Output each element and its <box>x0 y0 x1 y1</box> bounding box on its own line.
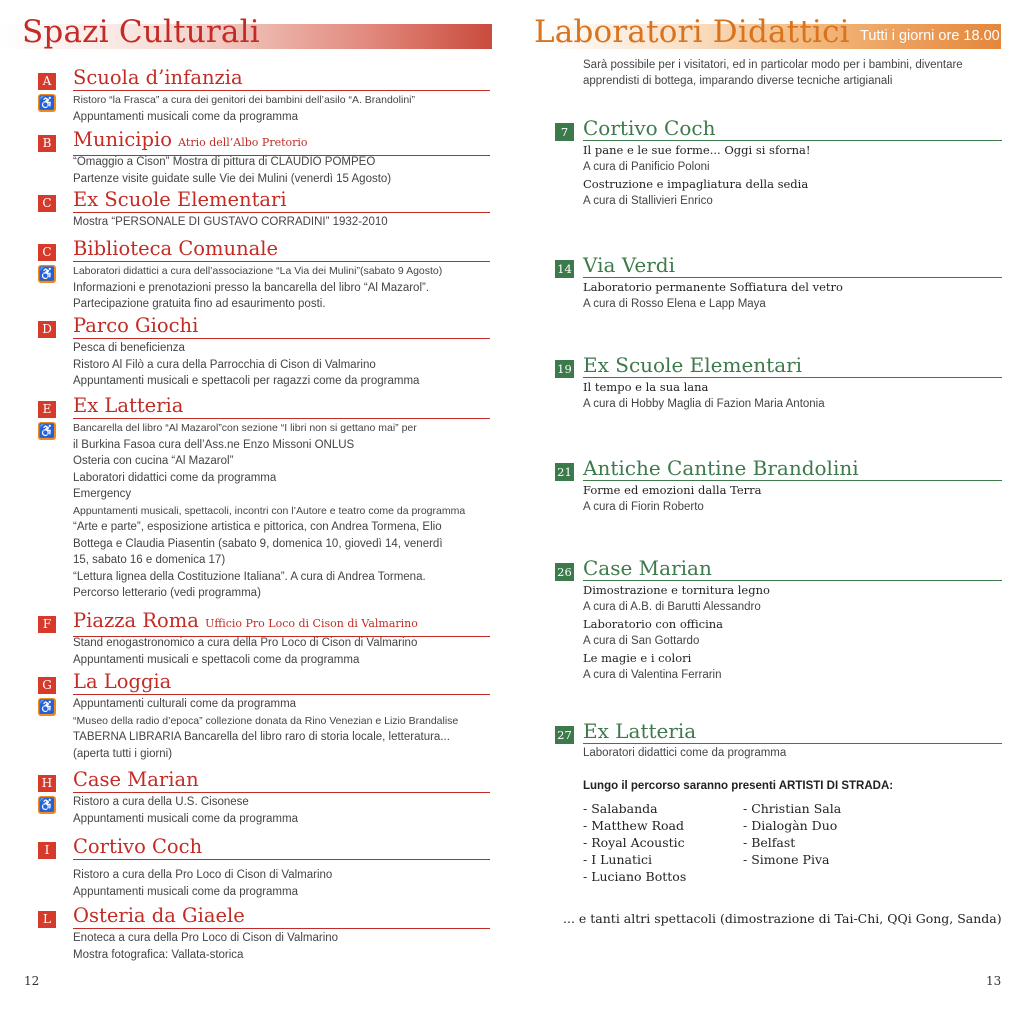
location-description <box>73 867 503 900</box>
artist-name: - Luciano Bottos <box>583 869 687 884</box>
location-description <box>73 92 503 125</box>
location-letter-badge: H <box>38 775 56 792</box>
workshop-details <box>583 745 1003 762</box>
workshop-location-name: Case Marian <box>583 556 1002 581</box>
workshop-details <box>583 279 1003 313</box>
workshop-details <box>583 142 1003 210</box>
location-name <box>73 314 490 339</box>
artist-name: - I Lunatici <box>583 852 652 867</box>
location-description <box>73 214 503 231</box>
workshop-title: Il pane e le sue forme... Oggi si sforna! <box>583 143 811 157</box>
workshop-organizer: A cura di Stallivieri Enrico <box>583 195 713 207</box>
location-letter-badge: C <box>38 195 56 212</box>
description-line: Ristoro “la Frasca” a cura dei genitori dei bambini dell’asilo “A. Brandolini” <box>73 94 415 106</box>
page-number: 13 <box>986 974 1002 988</box>
workshop-organizer: A cura di A.B. di Barutti Alessandro <box>583 601 761 613</box>
workshop-details <box>583 482 1003 516</box>
description-line: Informazioni e prenotazioni presso la bancarella del libro “Al Mazarol”. <box>73 281 430 294</box>
location-name-text: Biblioteca Comunale <box>73 237 279 260</box>
description-line: TABERNA LIBRARIA Bancarella del libro raro di storia locale, letteratura... <box>73 731 450 743</box>
location-name-text: Osteria da Giaele <box>73 904 245 927</box>
workshop-number-badge: 14 <box>555 260 574 278</box>
description-line: Appuntamenti musicali come da programma <box>73 110 298 123</box>
location-name-text: Case Marian <box>73 768 199 791</box>
description-line: Ristoro Al Filò a cura della Parrocchia di Cison di Valmarino <box>73 358 376 371</box>
location-subtitle: Ufficio Pro Loco di Cison di Valmarino <box>205 617 418 630</box>
location-letter-badge: D <box>38 321 56 338</box>
location-letter-badge: A <box>38 73 56 90</box>
workshop-title: Laboratorio permanente Soffiatura del vetro <box>583 280 843 294</box>
workshop-number-badge: 27 <box>555 726 574 744</box>
description-line: Ristoro a cura della U.S. Cisonese <box>73 796 249 808</box>
workshop-location-name: Cortivo Coch <box>583 116 1002 141</box>
wheelchair-icon: ♿ <box>38 797 56 812</box>
workshop-title: Il tempo e la sua lana <box>583 380 709 394</box>
description-line: Percorso letterario (vedi programma) <box>73 587 261 599</box>
workshop-details <box>583 582 1003 684</box>
description-line: Mostra “PERSONALE DI GUSTAVO CORRADINI” 1932-2010 <box>73 216 388 228</box>
workshop-number-badge: 19 <box>555 360 574 378</box>
description-line: “Lettura lignea della Costituzione Italiana”. A cura di Andrea Tormena. <box>73 570 426 583</box>
workshop-location-name: Antiche Cantine Brandolini <box>583 456 1002 481</box>
artist-name: - Christian Sala <box>743 801 842 816</box>
location-name <box>73 904 490 929</box>
description-line: il Burkina Fasoa cura dell’Ass.ne Enzo Missoni ONLUS <box>73 438 355 451</box>
description-line: (aperta tutti i giorni) <box>73 747 173 760</box>
location-name-text: Piazza Roma <box>73 609 199 632</box>
workshop-organizer: A cura di Valentina Ferrarin <box>583 669 722 681</box>
schedule-label: Tutti i giorni ore 18.00 <box>860 28 1000 44</box>
description-line: Pesca di beneficienza <box>73 342 185 354</box>
location-name-text: Ex Scuole Elementari <box>73 188 287 211</box>
description-line: Appuntamenti culturali come da programma <box>73 698 297 710</box>
workshop-number-badge: 26 <box>555 563 574 581</box>
wheelchair-icon: ♿ <box>38 423 56 438</box>
description-line: Osteria con cucina “Al Mazarol” <box>73 455 234 467</box>
artist-name: - Royal Acoustic <box>583 835 685 850</box>
artists-column <box>743 800 841 868</box>
location-description <box>73 420 503 602</box>
description-line: Laboratori didattici a cura dell’associazione “La Via dei Mulini”(sabato 9 Agosto) <box>73 265 443 277</box>
location-letter-badge: L <box>38 911 56 928</box>
location-name-text: Cortivo Coch <box>73 835 203 858</box>
location-name <box>73 670 490 695</box>
workshop-organizer: A cura di Fiorin Roberto <box>583 501 704 513</box>
description-line: Stand enogastronomico a cura della Pro Loco di Cison di Valmarino <box>73 637 418 649</box>
location-name <box>73 237 490 262</box>
right-page-title: Laboratori Didattici <box>534 14 850 50</box>
workshop-location-name: Ex Latteria <box>583 719 1002 744</box>
description-line: Bottega e Claudia Piasentin (sabato 9, domenica 10, giovedì 14, venerdì <box>73 537 443 550</box>
workshop-title: Costruzione e impagliatura della sedia <box>583 177 809 191</box>
description-line: “Omaggio a Cison” Mostra di pittura di CLAUDIO POMPEO <box>73 156 376 168</box>
description-line: “Museo della radio d’epoca” collezione donata da Rino Venezian e Lizio Brandalise <box>73 714 459 727</box>
location-description <box>73 794 503 827</box>
location-description <box>73 635 503 668</box>
description-line: Appuntamenti musicali, spettacoli, incontri con l’Autore e teatro come da programma <box>73 504 466 517</box>
location-name-text: Scuola d’infanzia <box>73 66 243 89</box>
location-letter-badge: E <box>38 401 56 418</box>
workshop-title: Dimostrazione e tornitura legno <box>583 583 770 597</box>
location-name <box>73 768 490 793</box>
artist-name: - Belfast <box>743 835 796 850</box>
location-name <box>73 66 490 91</box>
description-line: Appuntamenti musicali e spettacoli come da programma <box>73 653 360 666</box>
location-name <box>73 609 490 637</box>
location-description <box>73 340 503 390</box>
workshop-organizer: Laboratori didattici come da programma <box>583 747 787 759</box>
location-name <box>73 188 490 213</box>
location-name-text: Parco Giochi <box>73 314 199 337</box>
location-letter-badge: G <box>38 677 56 694</box>
location-letter-badge: I <box>38 842 56 859</box>
workshop-number-badge: 21 <box>555 463 574 481</box>
description-line: Partenze visite guidate sulle Vie dei Mulini (venerdì 15 Agosto) <box>73 172 392 185</box>
location-description <box>73 930 503 963</box>
wheelchair-icon: ♿ <box>38 95 56 110</box>
location-description <box>73 696 503 762</box>
location-description <box>73 263 503 313</box>
wheelchair-icon: ♿ <box>38 699 56 714</box>
workshop-details <box>583 379 1003 413</box>
workshop-organizer: A cura di Panificio Poloni <box>583 161 710 173</box>
location-letter-badge: C <box>38 244 56 261</box>
description-line: “Arte e parte”, esposizione artistica e pittorica, con Andrea Tormena, Elio <box>73 521 442 533</box>
description-line: Enoteca a cura della Pro Loco di Cison di Valmarino <box>73 932 339 944</box>
location-letter-badge: B <box>38 135 56 152</box>
artists-heading: Lungo il percorso saranno presenti ARTISTI DI STRADA: <box>583 780 894 792</box>
artists-column <box>583 800 686 885</box>
description-line: 15, sabato 16 e domenica 17) <box>73 554 226 566</box>
wheelchair-icon: ♿ <box>38 266 56 281</box>
workshop-organizer: A cura di San Gottardo <box>583 635 700 647</box>
description-line: Partecipazione gratuita fino ad esaurimento posti. <box>73 298 326 310</box>
artist-name: - Dialogàn Duo <box>743 818 838 833</box>
description-line: Appuntamenti musicali come da programma <box>73 812 298 825</box>
location-description <box>73 154 503 187</box>
artist-name: - Salabanda <box>583 801 658 816</box>
page-number: 12 <box>24 974 40 988</box>
description-line: Laboratori didattici come da programma <box>73 471 277 484</box>
description-line: Mostra fotografica: Vallata-storica <box>73 948 244 961</box>
description-line: Appuntamenti musicali come da programma <box>73 885 298 898</box>
location-name <box>73 394 490 419</box>
workshop-location-name: Via Verdi <box>583 253 1002 278</box>
location-letter-badge: F <box>38 616 56 633</box>
workshop-title: Le magie e i colori <box>583 651 692 665</box>
description-line: Emergency <box>73 488 132 500</box>
location-name <box>73 835 490 860</box>
description-line: Appuntamenti musicali e spettacoli per ragazzi come da programma <box>73 375 420 387</box>
workshop-title: Forme ed emozioni dalla Terra <box>583 483 762 497</box>
workshop-organizer: A cura di Rosso Elena e Lapp Maya <box>583 298 766 310</box>
location-name <box>73 128 490 156</box>
left-page-title: Spazi Culturali <box>22 14 260 50</box>
closing-note: ... e tanti altri spettacoli (dimostrazione di Tai-Chi, QQi Gong, Sanda) <box>563 911 1002 926</box>
workshop-organizer: A cura di Hobby Maglia di Fazion Maria Antonia <box>583 398 825 410</box>
workshop-number-badge: 7 <box>555 123 574 141</box>
location-name-text: Municipio <box>73 128 172 151</box>
artist-name: - Simone Piva <box>743 852 830 867</box>
location-name-text: La Loggia <box>73 670 172 693</box>
workshop-location-name: Ex Scuole Elementari <box>583 353 1002 378</box>
description-line: Ristoro a cura della Pro Loco di Cison di Valmarino <box>73 869 333 881</box>
workshop-title: Laboratorio con officina <box>583 617 724 631</box>
intro-text: Sarà possibile per i visitatori, ed in particolar modo per i bambini, diventare apprendisti di bottega, imparando diverse tecniche artigianali <box>583 59 963 87</box>
location-name-text: Ex Latteria <box>73 394 184 417</box>
artist-name: - Matthew Road <box>583 818 685 833</box>
description-line: Bancarella del libro “Al Mazarol”con sezione “I libri non si gettano mai” per <box>73 422 417 434</box>
location-subtitle: Atrio dell’Albo Pretorio <box>178 136 308 149</box>
